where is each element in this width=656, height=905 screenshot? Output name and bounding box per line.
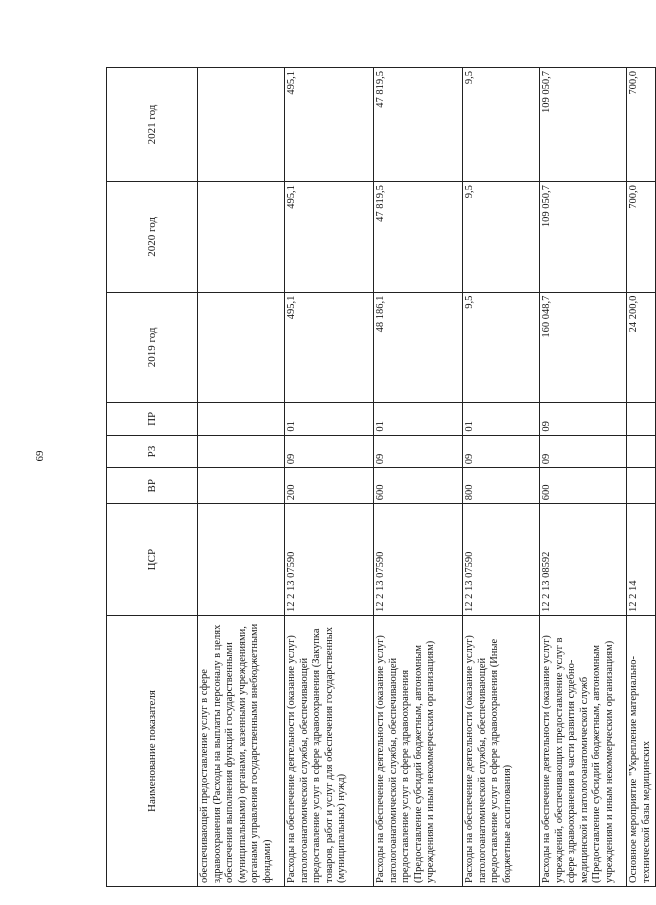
cell-2021: 700,0 [627, 68, 656, 182]
header-row [107, 68, 198, 887]
cell-2019: 48 186,1 [374, 292, 463, 403]
header-2019: 2019 год [107, 292, 198, 403]
cell-csr: 12 2 13 07590 [463, 504, 540, 616]
cell-vr: 600 [374, 468, 463, 504]
header-vr: ВР [107, 468, 198, 504]
cell-2021: 109 050,7 [540, 68, 627, 182]
cell-2019 [198, 292, 285, 403]
cell-2019: 160 048,7 [540, 292, 627, 403]
cell-csr: 12 2 13 08592 [540, 504, 627, 616]
cell-csr: 12 2 13 07590 [285, 504, 374, 616]
cell-pr: 09 [540, 403, 627, 436]
cell-pr: 01 [374, 403, 463, 436]
table-row [285, 68, 374, 887]
budget-table [106, 67, 656, 887]
budget-table-container [106, 67, 652, 887]
cell-pr: 01 [463, 403, 540, 436]
cell-vr: 600 [540, 468, 627, 504]
cell-name: Основное мероприятие "Укрепление материально-технической базы медицинских [627, 615, 656, 886]
table-row [198, 68, 285, 887]
cell-rz: 09 [463, 435, 540, 468]
cell-pr: 01 [285, 403, 374, 436]
cell-2021 [198, 68, 285, 182]
cell-2021: 9,5 [463, 68, 540, 182]
cell-name: обеспечивающей предоставление услуг в сфере здравоохранения (Расходы на выплаты персоналу в целях обеспечения выполнения функций государственными (муниципальными) органами, казенными учреждениями, органами управления государственными внебюджетными фондами) [198, 615, 285, 886]
table-body [198, 68, 656, 887]
cell-name: Расходы на обеспечение деятельности (оказание услуг) учреждений, обеспечивающих предоставление услуг в сфере здравоохранения в части развития судебно-медицинской и патологоанатомической служб (Предоставление субсидий бюджетным, автономным учреждениям и иным некоммерческим организациям) [540, 615, 627, 886]
cell-2020 [198, 182, 285, 293]
table-row [627, 68, 656, 887]
cell-csr: 12 2 13 07590 [374, 504, 463, 616]
cell-2021: 495,1 [285, 68, 374, 182]
cell-pr [198, 403, 285, 436]
page-number: 69 [34, 450, 46, 462]
table-row [540, 68, 627, 887]
cell-vr: 800 [463, 468, 540, 504]
cell-vr [198, 468, 285, 504]
header-2021: 2021 год [107, 68, 198, 182]
cell-vr [627, 468, 656, 504]
table-row [463, 68, 540, 887]
cell-2019: 9,5 [463, 292, 540, 403]
header-2020: 2020 год [107, 182, 198, 293]
header-csr: ЦСР [107, 504, 198, 616]
cell-2020: 47 819,5 [374, 182, 463, 293]
header-pr: ПР [107, 403, 198, 436]
cell-2020: 9,5 [463, 182, 540, 293]
header-rz: РЗ [107, 435, 198, 468]
cell-name: Расходы на обеспечение деятельности (оказание услуг) патологоанатомической службы, обеспечивающей предоставление услуг в сфере здравоохранения (Закупка товаров, работ и услуг для обеспечения государственных (муниципальных) нужд) [285, 615, 374, 886]
cell-name: Расходы на обеспечение деятельности (оказание услуг) патологоанатомической службы, обеспечивающей предоставление услуг в сфере здравоохранения (Иные бюджетные ассигнования) [463, 615, 540, 886]
cell-rz: 09 [285, 435, 374, 468]
table-header [107, 68, 198, 887]
header-name: Наименование показателя [107, 615, 198, 886]
cell-name: Расходы на обеспечение деятельности (оказание услуг) патологоанатомической службы, обеспечивающей предоставление услуг в сфере здравоохранения (Предоставление субсидий бюджетным, автономным учреждениям и иным некоммерческим организациям) [374, 615, 463, 886]
cell-csr: 12 2 14 [627, 504, 656, 616]
cell-2020: 109 050,7 [540, 182, 627, 293]
cell-2019: 24 200,0 [627, 292, 656, 403]
cell-csr [198, 504, 285, 616]
table-row [374, 68, 463, 887]
cell-2020: 700,0 [627, 182, 656, 293]
cell-2019: 495,1 [285, 292, 374, 403]
cell-pr [627, 403, 656, 436]
cell-rz [627, 435, 656, 468]
cell-vr: 200 [285, 468, 374, 504]
cell-rz [198, 435, 285, 468]
cell-rz: 09 [540, 435, 627, 468]
cell-2021: 47 819,5 [374, 68, 463, 182]
cell-rz: 09 [374, 435, 463, 468]
cell-2020: 495,1 [285, 182, 374, 293]
